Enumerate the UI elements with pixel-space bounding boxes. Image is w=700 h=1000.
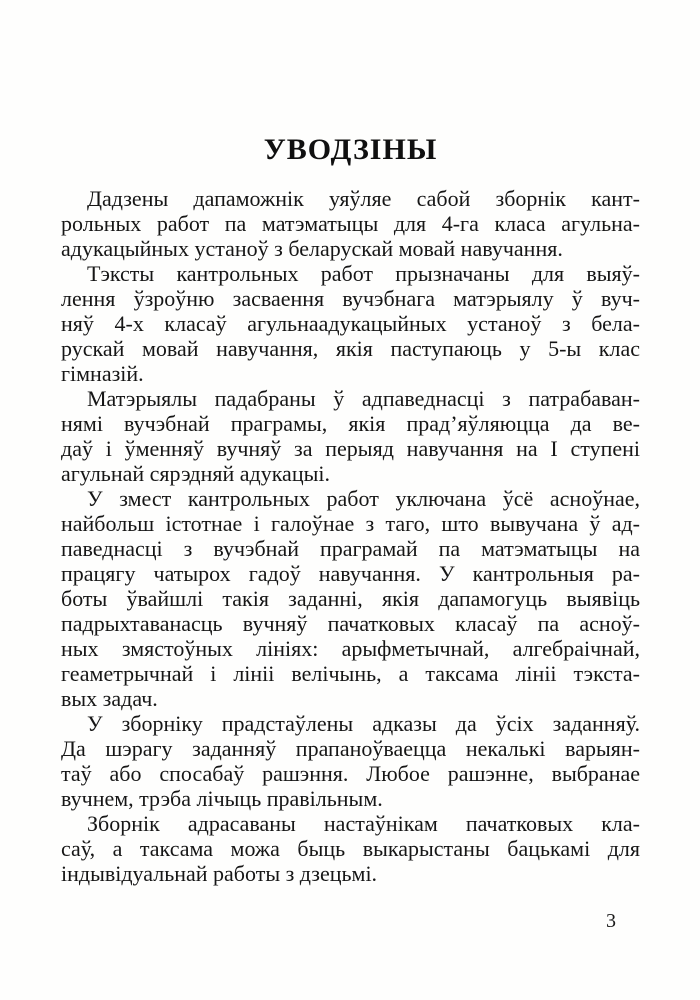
text-line: працягу чатырох гадоў навучання. У кантрольныя ра- xyxy=(61,561,640,586)
text-line: вых задач. xyxy=(61,686,158,711)
text-line: даў і ўменняў вучняў за перыяд навучання на I ступені xyxy=(61,436,640,461)
text-line: гімназій. xyxy=(61,361,144,386)
text-line: Тэксты кантрольных работ прызначаны для выяў- xyxy=(87,261,640,286)
paragraph xyxy=(61,186,640,261)
text-line: саў, а таксама можа быць выкарыстаны бацькамі для xyxy=(61,836,640,861)
text-line: вучнем, трэба лічыць правільным. xyxy=(61,786,383,811)
text-line: паведнасці з вучэбнай праграмай па матэматыцы на xyxy=(61,536,640,561)
text-line: У змест кантрольных работ уключана ўсё асноўнае, xyxy=(87,486,640,511)
text-line: геаметрычнай і лініі велічынь, а таксама лініі тэкста- xyxy=(61,661,640,686)
text-line: рускай мовай навучання, якія паступаюць у 5-ы клас xyxy=(61,336,640,361)
text-line: Матэрыялы падабраны ў адпаведнасці з патрабаван- xyxy=(87,386,640,411)
text-line: найбольш істотнае і галоўнае з таго, што вывучана ў ад- xyxy=(61,511,640,536)
text-line: лення ўзроўню засваення вучэбнага матэрыялу ў вуч- xyxy=(61,286,640,311)
text-line: Дадзены дапаможнік уяўляе сабой зборнік кант- xyxy=(87,186,640,211)
page-content xyxy=(61,186,640,886)
text-line: таў або спосабаў рашэння. Любое рашэнне, выбранае xyxy=(61,761,640,786)
text-line: ных змястоўных лініях: арыфметычнай, алгебраічнай, xyxy=(61,636,640,661)
page-number: 3 xyxy=(606,910,616,932)
text-line: У зборніку прадстаўлены адказы да ўсіх заданняў. xyxy=(87,711,640,736)
text-line: боты ўвайшлі такія заданні, якія дапамогуць выявіць xyxy=(61,586,640,611)
text-line: індывідуальнай работы з дзецьмі. xyxy=(61,861,378,886)
text-line: рольных работ па матэматыцы для 4-га класа агульна- xyxy=(61,211,640,236)
text-line: падрыхтаванасць вучняў пачатковых класаў па асноў- xyxy=(61,611,640,636)
text-line: адукацыйных устаноў з беларускай мовай навучання. xyxy=(61,236,563,261)
paragraph xyxy=(61,711,640,811)
text-line: Да шэрагу заданняў прапаноўваецца некалькі варыян- xyxy=(61,736,640,761)
paragraph xyxy=(61,486,640,711)
paragraph xyxy=(61,811,640,886)
text-line: агульнай сярэдняй адукацыі. xyxy=(61,461,330,486)
text-line: няў 4-х класаў агульнаадукацыйных устаноў з бела- xyxy=(61,311,640,336)
page-title: УВОДЗІНЫ xyxy=(263,133,438,166)
text-line: Зборнік адрасаваны настаўнікам пачатковых кла- xyxy=(87,811,640,836)
paragraph xyxy=(61,386,640,486)
paragraph xyxy=(61,261,640,386)
text-line: нямі вучэбнай праграмы, якія прад’яўляюцца да ве- xyxy=(61,411,640,436)
